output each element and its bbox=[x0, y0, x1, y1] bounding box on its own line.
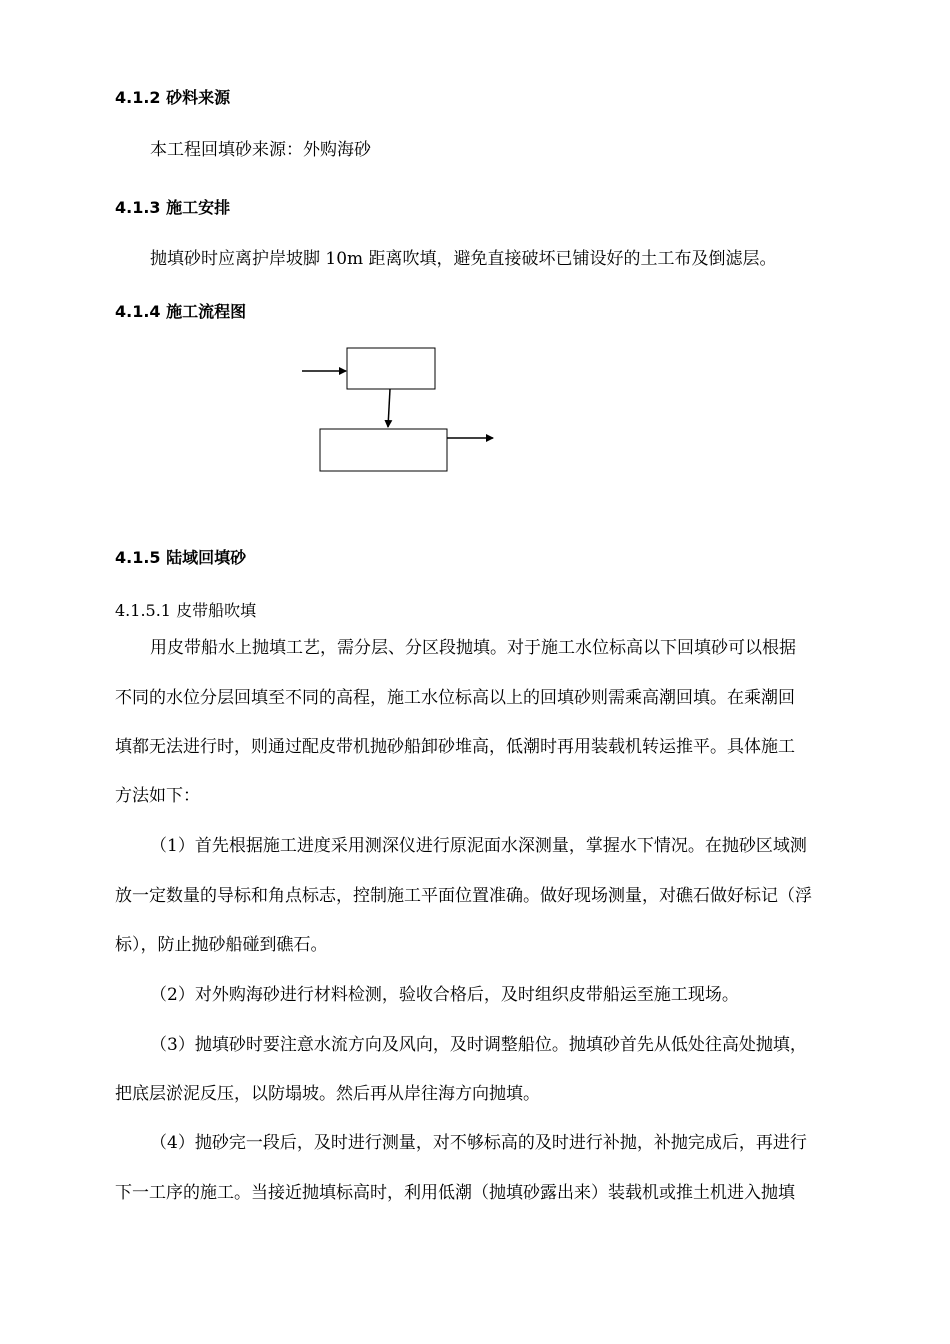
construction-flowchart bbox=[0, 0, 950, 520]
paragraph-line: 标），防止抛砂船碰到礁石。 bbox=[115, 935, 328, 955]
paragraph-line: 用皮带船水上抛填工艺，需分层、分区段抛填。对于施工水位标高以下回填砂可以根据 bbox=[150, 638, 796, 658]
paragraph-line: （3）抛填砂时要注意水流方向及风向，及时调整船位。抛填砂首先从低处往高处抛填， bbox=[150, 1035, 807, 1055]
heading-4-1-4: 4.1.4 施工流程图 bbox=[115, 302, 247, 321]
paragraph-line: 不同的水位分层回填至不同的高程，施工水位标高以上的回填砂则需乘高潮回填。在乘潮回 bbox=[115, 688, 795, 708]
flow-box-2 bbox=[320, 429, 447, 471]
paragraph-line: 把底层淤泥反压，以防塌坡。然后再从岸往海方向抛填。 bbox=[115, 1084, 540, 1104]
sand-source-text: 本工程回填砂来源：外购海砂 bbox=[150, 140, 371, 160]
paragraph-line: 方法如下： bbox=[115, 786, 200, 806]
paragraph-line: 填都无法进行时，则通过配皮带机抛砂船卸砂堆高，低潮时再用装载机转运推平。具体施工 bbox=[115, 737, 795, 757]
heading-4-1-5: 4.1.5 陆域回填砂 bbox=[115, 548, 247, 567]
heading-4-1-3: 4.1.3 施工安排 bbox=[115, 198, 231, 217]
subheading-4-1-5-1: 4.1.5.1 皮带船吹填 bbox=[115, 601, 257, 620]
construction-arrangement-text: 抛填砂时应离护岸坡脚 10m 距离吹填，避免直接破坏已铺设好的土工布及倒滤层。 bbox=[150, 249, 777, 269]
paragraph-line: 下一工序的施工。当接近抛填标高时，利用低潮（抛填砂露出来）装载机或推土机进入抛填 bbox=[115, 1183, 795, 1203]
paragraph-line: 放一定数量的导标和角点标志，控制施工平面位置准确。做好现场测量，对礁石做好标记（浮 bbox=[115, 886, 812, 906]
flow-box-1 bbox=[347, 348, 435, 389]
heading-4-1-2: 4.1.2 砂料来源 bbox=[115, 88, 231, 107]
paragraph-line: （1）首先根据施工进度采用测深仪进行原泥面水深测量，掌握水下情况。在抛砂区域测 bbox=[150, 836, 807, 856]
connector-arrow bbox=[388, 389, 390, 427]
paragraph-line: （4）抛砂完一段后，及时进行测量，对不够标高的及时进行补抛，补抛完成后，再进行 bbox=[150, 1133, 807, 1153]
paragraph-line: （2）对外购海砂进行材料检测，验收合格后，及时组织皮带船运至施工现场。 bbox=[150, 985, 739, 1005]
